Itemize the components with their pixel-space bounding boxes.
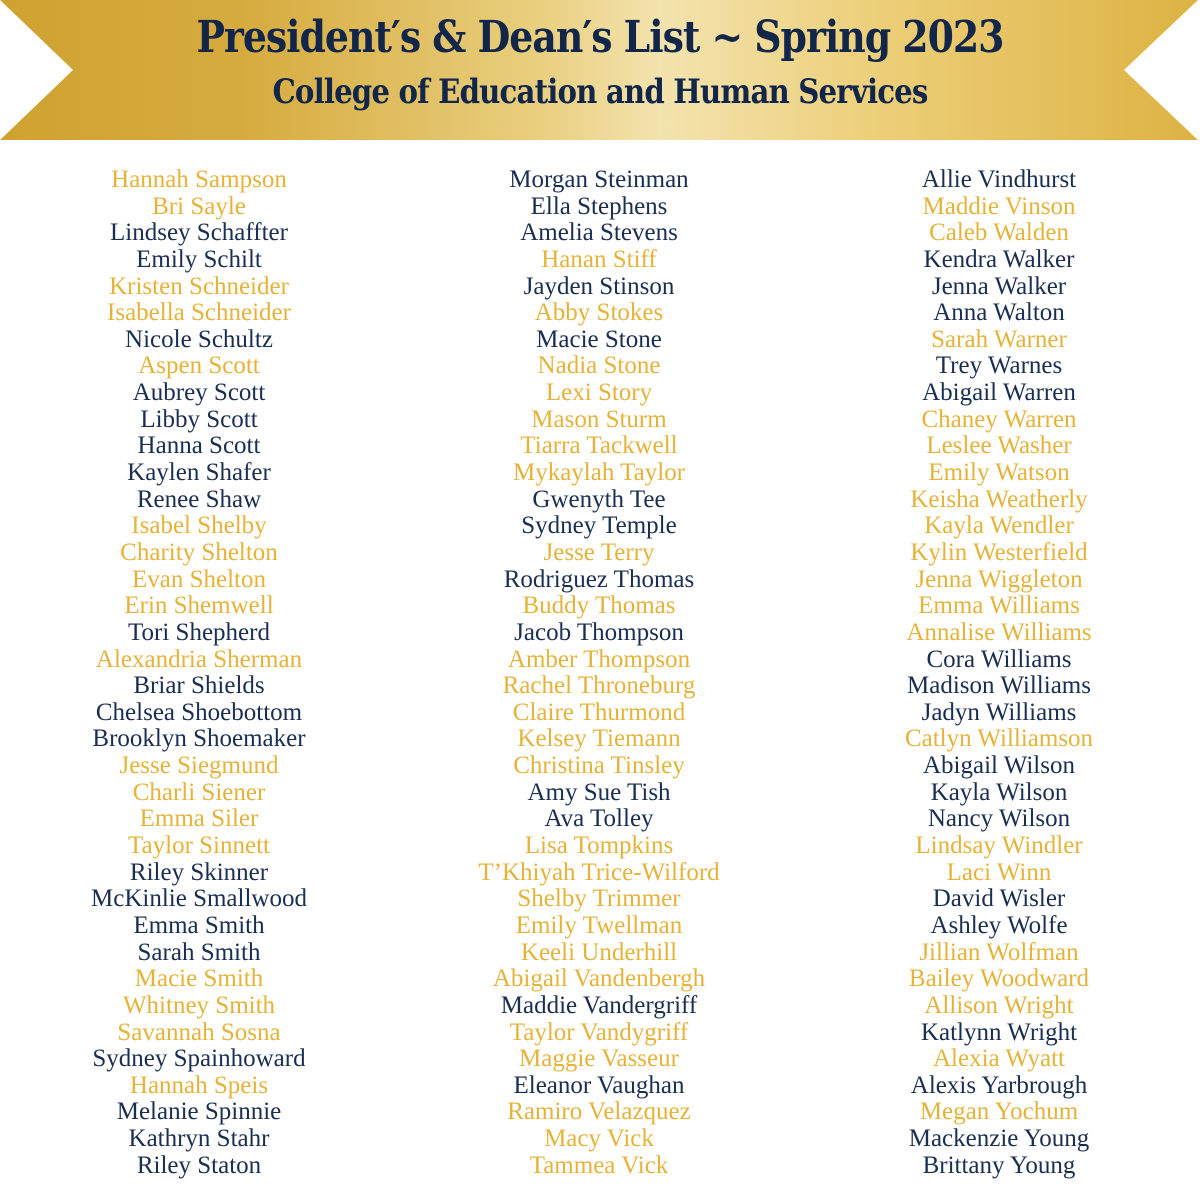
list-item: Tori Shepherd [128,618,270,646]
list-item: Brittany Young [922,1151,1076,1179]
list-item: Emma Smith [133,911,265,939]
list-item: Abigail Warren [922,379,1076,407]
list-item: Abby Stokes [534,299,664,327]
list-item: Jadyn Williams [921,698,1077,726]
list-item: David Wisler [932,885,1066,913]
list-item: Isabel Shelby [131,512,267,540]
list-item: Kayla Wendler [924,512,1074,540]
list-item: Bri Sayle [152,192,246,220]
list-item: Riley Skinner [129,858,269,886]
list-item: T’Khiyah Trice-Wilford [478,858,720,886]
list-item: Evan Shelton [131,565,266,593]
list-item: Chaney Warren [921,405,1077,433]
list-item: Emma Siler [139,805,259,833]
list-item: Emily Watson [928,459,1070,487]
list-item: Kayla Wilson [930,778,1068,806]
list-item: Allie Vindhurst [921,166,1077,193]
list-item: Aspen Scott [138,352,260,380]
list-item: Taylor Sinnett [128,832,270,860]
list-item: Sarah Warner [931,325,1067,353]
list-item: Sydney Spainhoward [92,1045,306,1073]
list-item: Kylin Westerfield [910,538,1088,566]
list-item: Rachel Throneburg [502,672,696,700]
list-item: Kathryn Stahr [128,1125,270,1153]
list-item: Keeli Underhill [520,938,678,966]
list-item: Mason Sturm [531,405,667,433]
list-item: Alexia Wyatt [932,1045,1066,1073]
list-item: Trey Warnes [935,352,1063,380]
list-item: Macy Vick [544,1125,654,1153]
list-item: Mackenzie Young [908,1125,1090,1153]
list-item: Rodriguez Thomas [503,565,695,593]
list-item: Allison Wright [924,991,1074,1019]
list-item: Jillian Wolfman [919,938,1079,966]
list-item: Jesse Siegmund [119,752,279,780]
list-item: Hanna Scott [137,432,261,460]
list-item: Cora Williams [926,645,1072,673]
list-item: Lindsay Windler [915,832,1083,860]
list-item: Riley Staton [136,1151,262,1179]
list-item: Madison Williams [907,672,1091,700]
list-item: Jenna Wiggleton [915,565,1083,593]
list-item: Abigail Wilson [922,752,1075,780]
list-item: Nadia Stone [537,352,661,380]
list-item: Kendra Walker [923,245,1075,273]
list-item: Claire Thurmond [512,698,686,726]
list-item: Maddie Vandergriff [500,991,698,1019]
list-item: Emma Williams [918,592,1080,620]
list-item: Lisa Tompkins [524,832,674,860]
list-item: Isabella Schneider [107,299,291,327]
list-item: Ella Stephens [530,192,668,220]
list-item: Renee Shaw [136,485,262,513]
name-column-1 [9,167,389,1179]
list-item: Libby Scott [140,405,258,433]
list-item: Megan Yochum [919,1098,1079,1126]
list-item: Emily Twellman [515,911,683,939]
list-item: Emily Schilt [136,245,262,273]
list-item: Taylor Vandygriff [509,1018,689,1046]
list-item: Keisha Weatherly [910,485,1088,513]
list-item: Amber Thompson [507,645,691,673]
list-item: Ramiro Velazquez [507,1098,691,1126]
list-item: Tiarra Tackwell [520,432,678,460]
list-item: Whitney Smith [122,991,276,1019]
list-item: Chelsea Shoebottom [95,698,303,726]
page-title: President′s & Dean′s List ~ Spring 2023 [196,12,1004,63]
list-item: Jesse Terry [543,538,655,566]
list-item: Kristen Schneider [109,272,289,300]
list-item: Ashley Wolfe [930,911,1068,939]
list-item: Hanan Stiff [541,245,657,273]
list-item: Alexis Yarbrough [910,1071,1088,1099]
list-item: Macie Smith [134,965,264,993]
list-item: Briar Shields [133,672,265,700]
list-item: Annalise Williams [906,618,1092,646]
list-item: Charli Siener [132,778,266,806]
list-item: Brooklyn Shoemaker [92,725,306,753]
list-item: Nancy Wilson [927,805,1071,833]
list-item: Aubrey Scott [132,379,266,407]
list-item: Laci Winn [946,858,1052,886]
list-item: Jenna Walker [931,272,1067,300]
list-item: Katlynn Wright [920,1018,1078,1046]
list-item: Erin Shemwell [124,592,274,620]
list-item: Hannah Sampson [111,166,287,193]
list-item: Buddy Thomas [522,592,676,620]
list-item: Jacob Thompson [514,618,684,646]
list-item: Kaylen Shafer [127,459,271,487]
list-item: Tammea Vick [529,1151,669,1179]
list-item: Catlyn Williamson [904,725,1094,753]
list-item: Kelsey Tiemann [517,725,681,753]
list-item: Mykaylah Taylor [512,459,686,487]
list-item: Amy Sue Tish [527,778,671,806]
list-item: Amelia Stevens [520,219,678,247]
list-item: McKinlie Smallwood [91,885,307,913]
list-item: Bailey Woodward [908,965,1090,993]
list-item: Leslee Washer [926,432,1072,460]
list-item: Christina Tinsley [513,752,685,780]
list-item: Maggie Vasseur [519,1045,679,1073]
list-item: Shelby Trimmer [517,885,681,913]
list-item: Melanie Spinnie [116,1098,282,1126]
list-item: Savannah Sosna [117,1018,281,1046]
list-item: Sarah Smith [137,938,261,966]
list-item: Lexi Story [545,379,653,407]
list-item: Caleb Walden [929,219,1069,247]
list-item: Charity Shelton [120,538,278,566]
list-item: Lindsey Schaffter [110,219,288,247]
list-item: Macie Stone [536,325,662,353]
list-item: Nicole Schultz [125,325,273,353]
college-subtitle: College of Education and Human Services [272,72,928,112]
list-item: Gwenyth Tee [532,485,666,513]
list-item: Alexandria Sherman [95,645,303,673]
name-column-3 [809,167,1189,1179]
list-item: Maddie Vinson [922,192,1076,220]
list-item: Eleanor Vaughan [513,1071,685,1099]
list-item: Jayden Stinson [523,272,675,300]
list-item: Sydney Temple [521,512,677,540]
list-item: Hannah Speis [129,1071,269,1099]
name-column-2 [409,167,789,1179]
list-item: Morgan Steinman [509,166,689,193]
list-item: Ava Tolley [544,805,654,833]
list-item: Anna Walton [933,299,1065,327]
list-item: Abigail Vandenbergh [492,965,706,993]
